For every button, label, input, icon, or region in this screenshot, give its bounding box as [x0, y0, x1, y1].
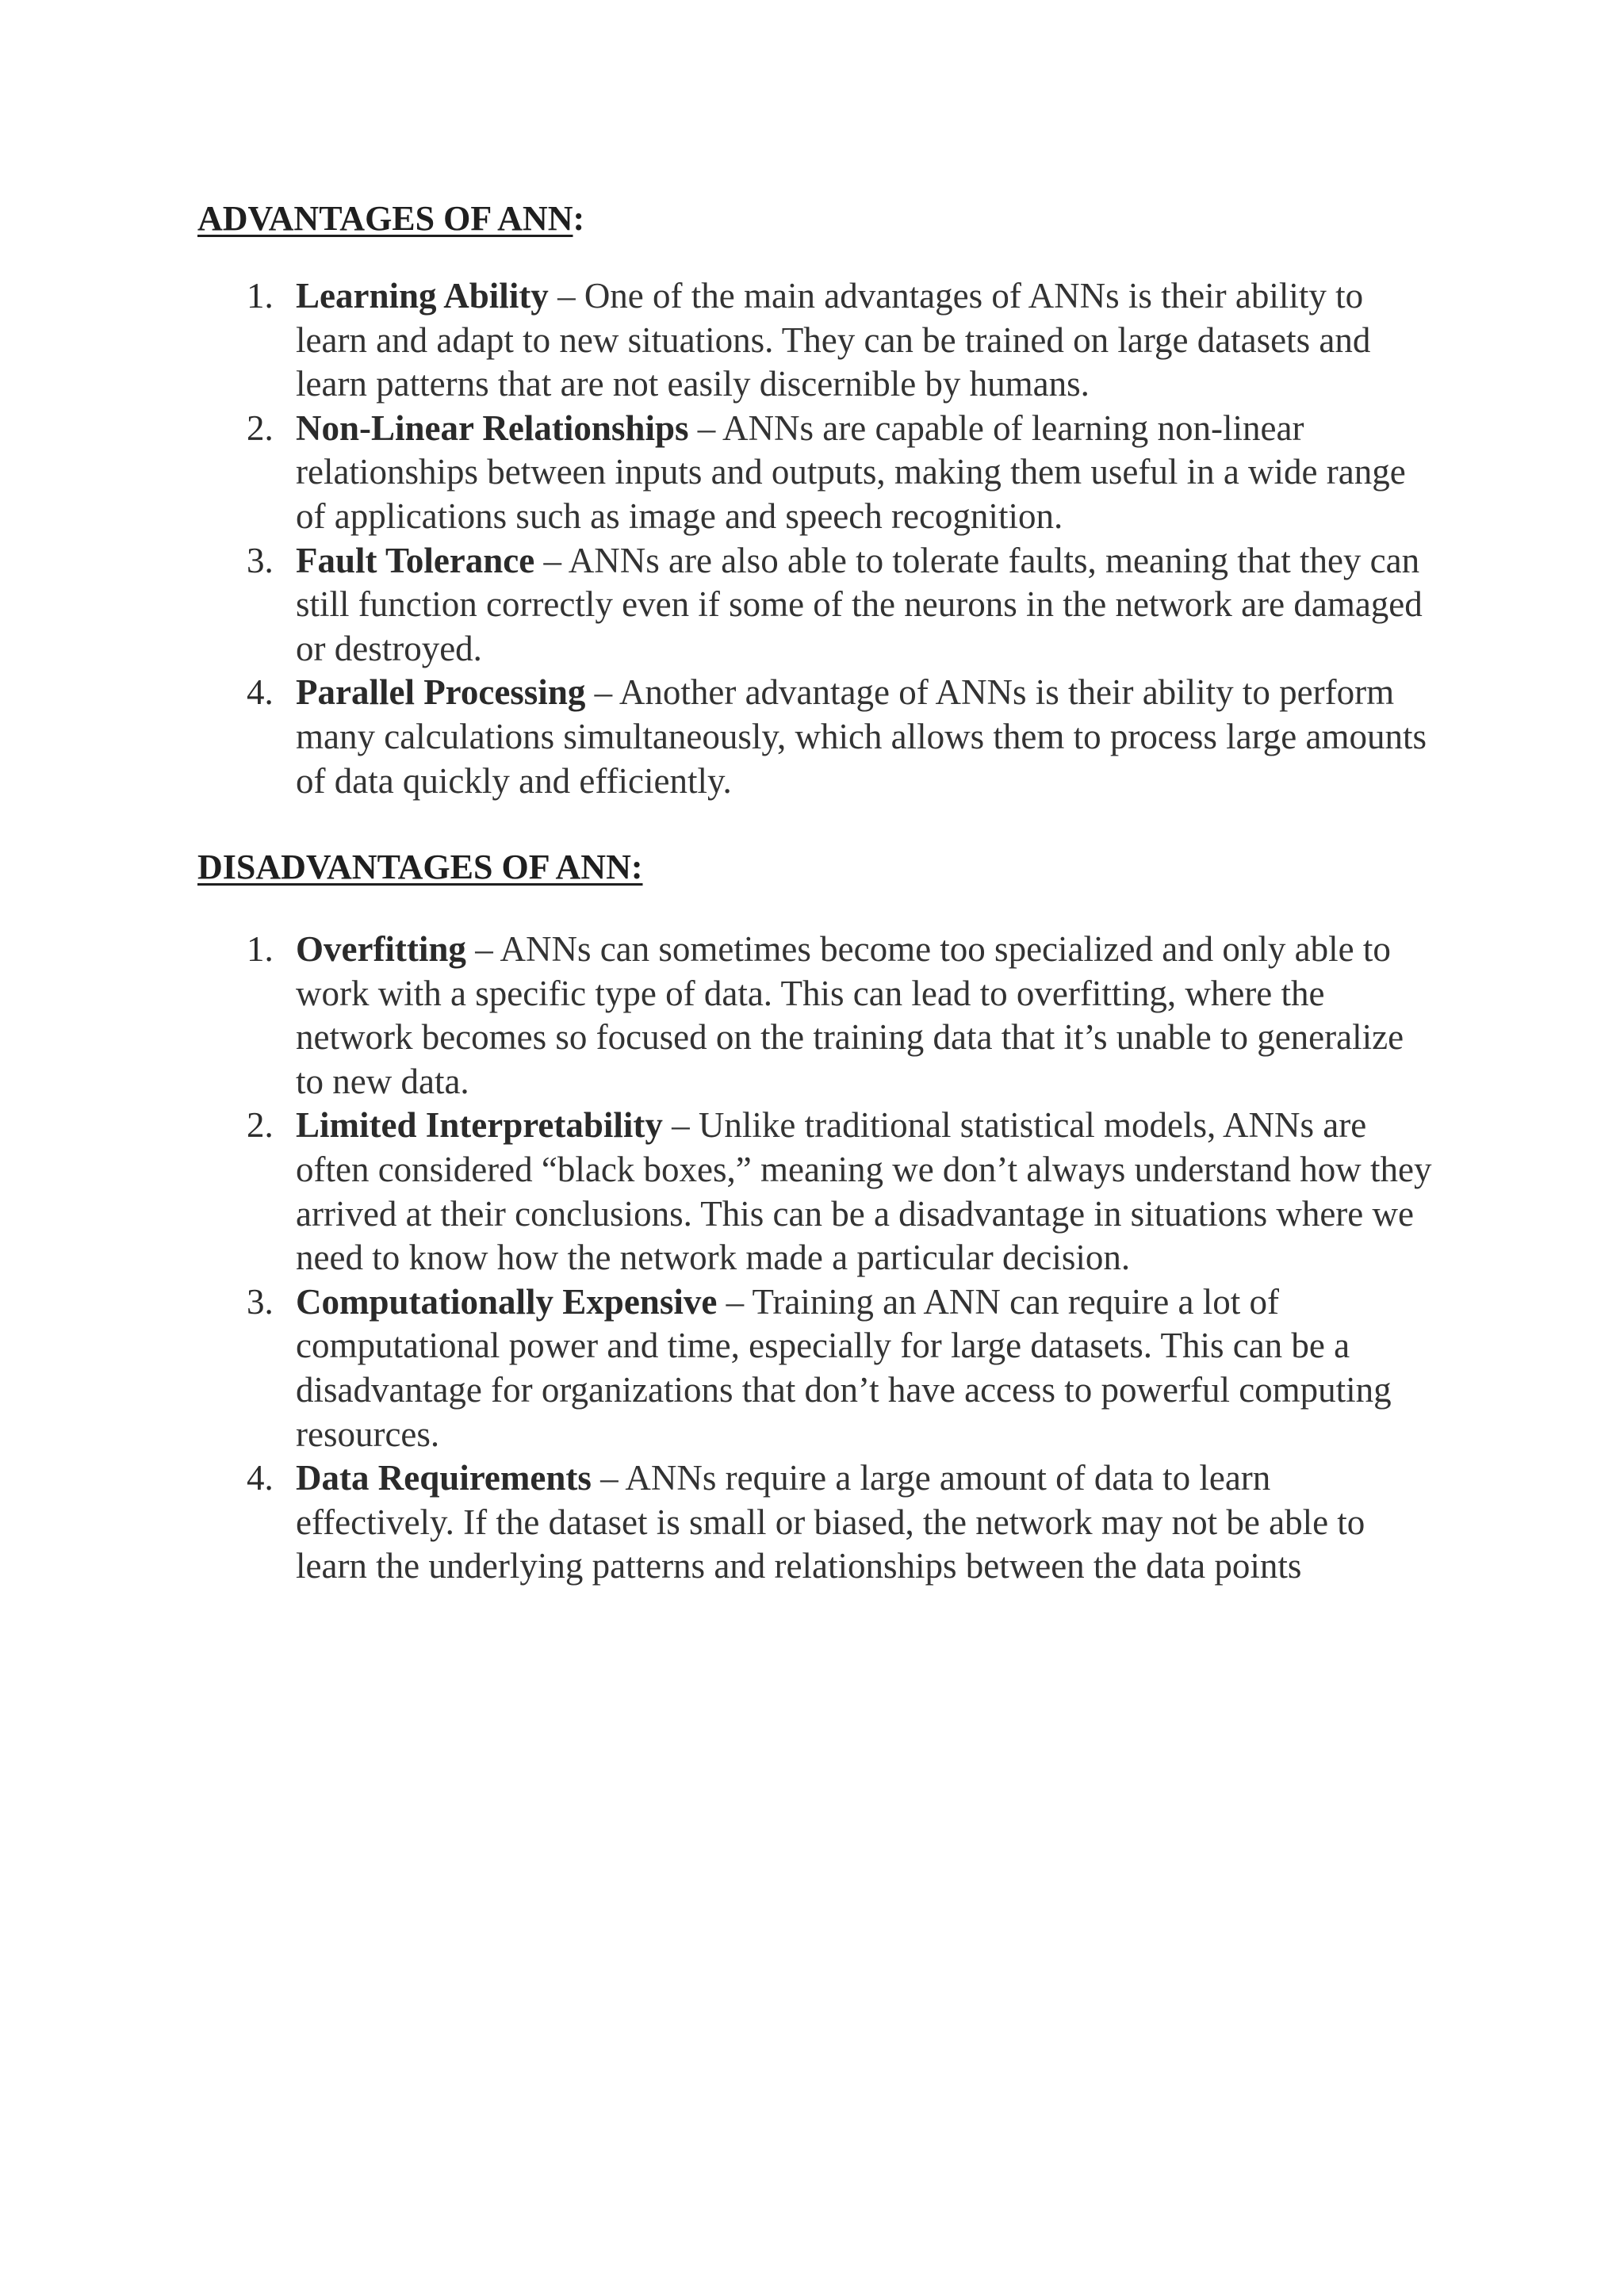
list-item	[197, 928, 1434, 1104]
list-item-description: – ANNs are capable of learning non-linear relationships between inputs and outputs, making them useful in a wide range of applications such as image and speech recognition.	[296, 408, 1406, 536]
list-item-number: 4.	[247, 1458, 274, 1498]
list-item	[197, 1280, 1434, 1456]
list-item-number: 1.	[247, 276, 274, 316]
list-item-description: – One of the main advantages of ANNs is their ability to learn and adapt to new situations. They can be trained on large datasets and learn patterns that are not easily discernible by humans.	[296, 276, 1371, 404]
list-item-term: Overfitting	[296, 929, 466, 969]
list-item	[197, 671, 1434, 803]
list-item-description: – Training an ANN can require a lot of computational power and time, especially for large datasets. This can be a disadvantage for organizations that don’t have access to powerful computing resources.	[296, 1281, 1392, 1454]
list-item-term: Data Requirements	[296, 1458, 592, 1498]
list-item	[197, 1456, 1434, 1589]
advantages-section	[197, 197, 1466, 803]
list-item	[197, 1104, 1434, 1280]
list-item-term: Non-Linear Relationships	[296, 408, 689, 448]
list-item-description: – ANNs can sometimes become too specialized and only able to work with a specific type of data. This can lead to overfitting, where the network becomes so focused on the training data that it’s unable to generalize to new data.	[296, 929, 1404, 1101]
list-item	[197, 407, 1434, 539]
list-item	[197, 539, 1434, 672]
advantages-heading-colon: :	[573, 199, 585, 238]
list-item-term: Parallel Processing	[296, 672, 586, 713]
list-item-term: Limited Interpretability	[296, 1105, 663, 1146]
list-item	[197, 274, 1434, 407]
list-item-number: 2.	[247, 408, 274, 448]
advantages-heading-text: ADVANTAGES OF ANN	[197, 199, 573, 238]
list-item-description: – ANNs require a large amount of data to learn effectively. If the dataset is small or biased, the network may not be able to learn the underlying patterns and relationships between the data points	[296, 1458, 1365, 1586]
advantages-list	[197, 274, 1466, 803]
list-item-number: 3.	[247, 540, 274, 580]
disadvantages-section	[197, 845, 1466, 1589]
list-item-number: 3.	[247, 1281, 274, 1322]
list-item-number: 4.	[247, 672, 274, 713]
list-item-number: 1.	[247, 929, 274, 969]
list-item-term: Learning Ability	[296, 276, 549, 316]
list-item-description: – ANNs are also able to tolerate faults, meaning that they can still function correctly even if some of the neurons in the network are damaged or destroyed.	[296, 540, 1423, 668]
list-item-description: – Another advantage of ANNs is their ability to perform many calculations simultaneously, which allows them to process large amounts of data quickly and efficiently.	[296, 672, 1427, 801]
advantages-heading	[197, 197, 1466, 241]
list-item-number: 2.	[247, 1105, 274, 1146]
disadvantages-heading-text: DISADVANTAGES OF ANN:	[197, 848, 643, 886]
disadvantages-heading	[197, 845, 1466, 890]
list-item-description: – Unlike traditional statistical models, ANNs are often considered “black boxes,” meaning we don’t always understand how they arrived at their conclusions. This can be a disadvantage in situations where we need to know how the network made a particular decision.	[296, 1105, 1432, 1278]
list-item-term: Computationally Expensive	[296, 1281, 718, 1322]
disadvantages-list	[197, 928, 1466, 1589]
list-item-term: Fault Tolerance	[296, 540, 535, 580]
